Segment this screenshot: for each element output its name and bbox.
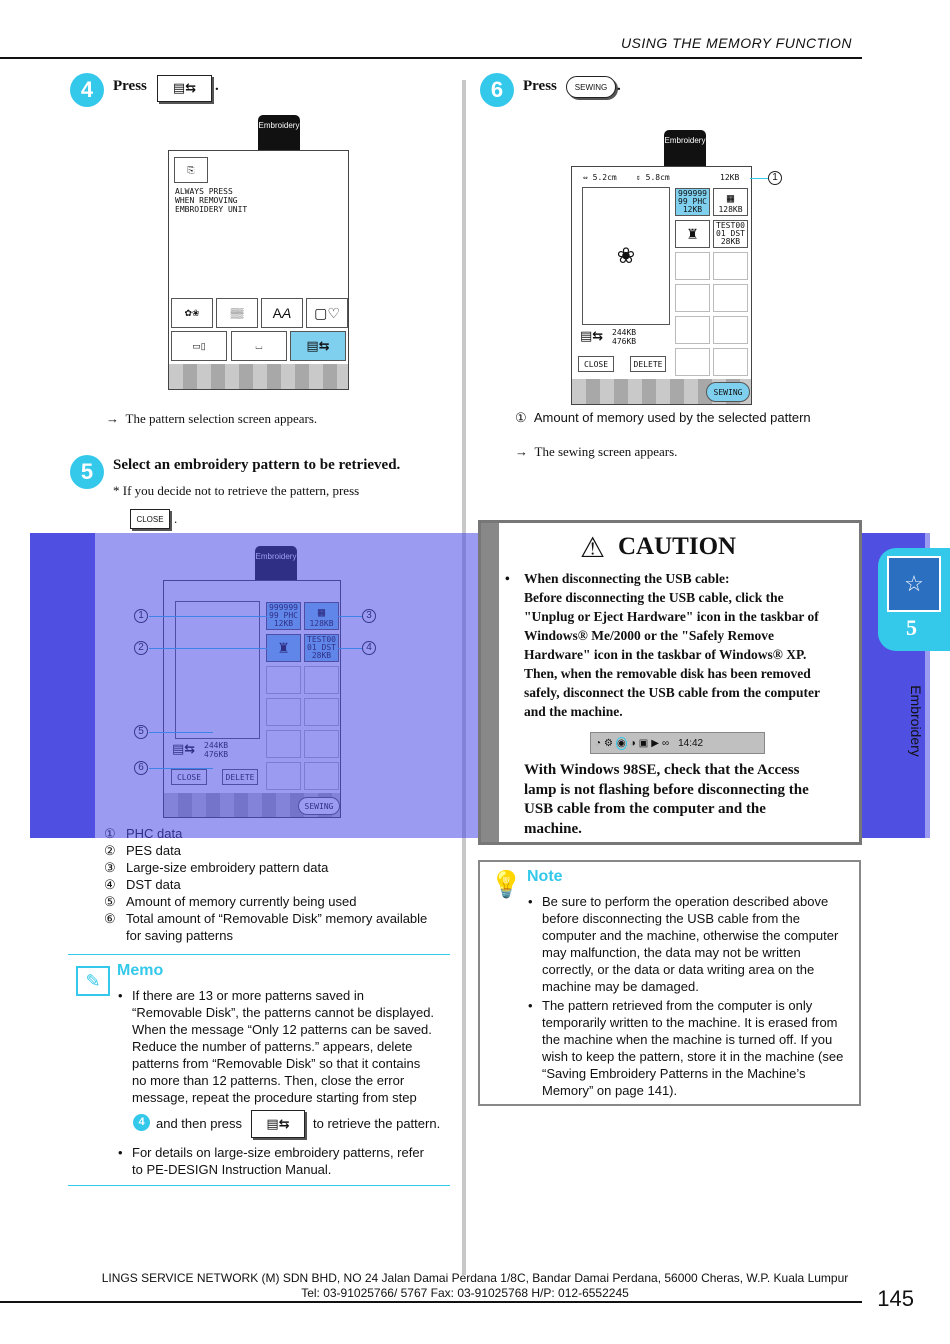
pattern-select-screen xyxy=(168,150,349,390)
pattern-tile-empty[interactable] xyxy=(713,252,748,280)
tray-icon: ∞ xyxy=(661,737,670,749)
caution-title: CAUTION xyxy=(618,533,737,560)
usb-button[interactable] xyxy=(251,1110,305,1138)
size-readout: 12KB xyxy=(720,173,740,182)
footer-contact: Tel: 03-91025766/ 5767 Fax: 03-91025768 H/P: 012-6552245 xyxy=(301,1286,629,1300)
caution-98se-text: With Windows 98SE, check that the Access lamp is not flashing before disconnecting the USB cable from the computer and the machine. xyxy=(524,762,809,837)
step-ref-badge: 4 xyxy=(133,1114,150,1131)
tray-icon: ◉ xyxy=(617,737,626,749)
screen-close-button[interactable]: CLOSE xyxy=(578,356,614,372)
tray-icon: ⚙ xyxy=(604,737,614,749)
grid-icon: ▦ xyxy=(726,190,735,205)
unit-message: ALWAYS PRESS WHEN REMOVING EMBROIDERY UNIT xyxy=(175,187,248,214)
memo-bullet-2: For details on large-size embroidery patterns, refer to PE-DESIGN Instruction Manual. xyxy=(132,1145,424,1177)
pattern-tile-empty[interactable] xyxy=(675,348,710,376)
footer-rule xyxy=(0,1301,862,1303)
legend-item: ⑤ Amount of memory currently being used xyxy=(104,894,357,909)
memory-readout: 244KB 476KB xyxy=(612,328,637,346)
screen-delete-button[interactable]: DELETE xyxy=(630,356,666,372)
lightbulb-icon: 💡 xyxy=(490,869,523,899)
memo-pencil-icon: ✎ xyxy=(76,966,110,996)
caution-text: When disconnecting the USB cable: Before disconnecting the USB cable, click the "Unplug or Eject Hardware" icon in the taskbar of Windows® Me/2000 or the "Safely Remove Hardware" icon in the taskbar of Windows® XP. Then, when the removable disk has been removed safely, disconnect the USB cable from the computer and the machine. xyxy=(524,571,820,719)
pocket-button[interactable]: ⌴ xyxy=(231,331,287,361)
embroidery-design-icon: ❀ xyxy=(616,243,636,268)
sewing-button[interactable]: SEWING xyxy=(566,76,616,98)
memo-title: Memo xyxy=(117,962,164,979)
header-title: USING THE MEMORY FUNCTION xyxy=(620,35,852,51)
memory-button[interactable]: ▭▯ xyxy=(171,331,227,361)
pattern-category-frames[interactable]: ▢♡ xyxy=(306,298,348,328)
arrow-icon: → xyxy=(515,444,528,459)
pattern-preview xyxy=(582,187,670,325)
close-button[interactable]: CLOSE xyxy=(130,509,170,529)
legend-item: for saving patterns xyxy=(126,928,233,943)
header-rule xyxy=(0,57,862,59)
screen3-tab: Embroidery xyxy=(664,130,706,166)
pattern-category-letters[interactable]: A A xyxy=(261,298,303,328)
arrow-icon: → xyxy=(106,411,119,426)
step-6-text: Press xyxy=(523,78,557,94)
pattern-category-flowers[interactable]: ✿❀ xyxy=(171,298,213,328)
pattern-tile-dst[interactable]: TEST00 01 DST 28KB xyxy=(713,220,748,248)
tray-icon: ▣ xyxy=(638,737,649,749)
chapter-label: Embroidery xyxy=(908,685,924,757)
pattern-tile-empty[interactable] xyxy=(713,284,748,312)
memo-bullet-1: If there are 13 or more patterns saved in “Removable Disk”, the patterns cannot be displayed. When the message “Only 12 patterns can be saved. Reduce the number of patterns.” appears, delete patterns from “Removable Disk” so that it contains no more than 12 patterns. Then, close the error message, repeat the procedure starting from step xyxy=(132,988,435,1105)
note-bullet-2: The pattern retrieved from the computer is only temporarily written to the machine. It is erased from the machine when the machine is turned off. If you wish to keep the pattern, store it in the machine (see “Saving Embroidery Patterns in the Machine’s Memory” on page 141). xyxy=(542,998,844,1098)
step-6-badge: 6 xyxy=(480,73,514,107)
pattern-tile-pes[interactable]: ♜ xyxy=(675,220,710,248)
tray-icon: ▶ xyxy=(651,737,659,749)
legend-item: ② PES data xyxy=(104,843,181,858)
sewing-preview-screen xyxy=(571,166,752,405)
step-6-legend: ① Amount of memory used by the selected pattern xyxy=(515,410,811,425)
taskbar-image xyxy=(590,732,765,754)
footer-address: LINGS SERVICE NETWORK (M) SDN BHD, NO 24 Jalan Damai Perdana 1/8C, Bandar Damai Perdana, 56000 Cheras, W.P. Kuala Lumpur xyxy=(101,1271,849,1285)
step-4-text: Press xyxy=(113,78,147,94)
usb-icon: ▤⇆ xyxy=(306,338,330,354)
warning-icon: ⚠ xyxy=(580,532,606,563)
pattern-tile-empty[interactable] xyxy=(713,348,748,376)
step-6-result: The sewing screen appears. xyxy=(534,444,678,459)
legend-item: ③ Large-size embroidery pattern data xyxy=(104,860,329,875)
pattern-tile-empty[interactable] xyxy=(675,316,710,344)
embroidery-unit-icon: ⎘ xyxy=(174,157,208,183)
circle-one-icon: ① xyxy=(515,410,527,425)
caution-side-bar xyxy=(481,523,499,842)
memo-to-retrieve: to retrieve the pattern. xyxy=(313,1116,441,1131)
screen-sewing-button[interactable]: SEWING xyxy=(706,382,750,402)
chapter-number: 5 xyxy=(906,615,917,640)
step-4-result: The pattern selection screen appears. xyxy=(125,411,318,426)
screen1-tab: Embroidery xyxy=(258,115,300,150)
tray-icon: ◔ xyxy=(595,737,602,749)
usb-button-selected[interactable] xyxy=(290,331,346,361)
chapter-label-wrap xyxy=(898,668,928,788)
pattern-tile-phc[interactable]: 999999 99 PHC 12KB xyxy=(675,188,710,216)
step-5-badge: 5 xyxy=(70,455,104,489)
step-4-badge: 4 xyxy=(70,73,104,107)
usb-icon: ▤⇆ xyxy=(266,1116,290,1132)
usb-button[interactable] xyxy=(157,75,212,102)
screen-footer-bar xyxy=(169,364,348,389)
taskbar-time: 14:42 xyxy=(678,737,704,749)
height-readout: ⇕ 5.8cm xyxy=(636,173,670,182)
usb-icon: ▤⇆ xyxy=(580,329,604,344)
pattern-tile-empty[interactable] xyxy=(675,252,710,280)
tray-icon: ◑ xyxy=(629,737,636,749)
callout-1: 1 xyxy=(768,171,782,185)
memo-then-press: and then press xyxy=(156,1116,243,1131)
usb-icon: ▤⇆ xyxy=(172,81,197,96)
step-5-title: Select an embroidery pattern to be retrieved. xyxy=(113,457,401,473)
step-5-note: * If you decide not to retrieve the pattern, press xyxy=(113,483,360,498)
pattern-tile-large[interactable]: ▦ 128KB xyxy=(713,188,748,216)
note-title: Note xyxy=(527,868,563,885)
pattern-category-texture[interactable]: ▒▒ xyxy=(216,298,258,328)
width-readout: ⇔ 5.2cm xyxy=(583,173,617,182)
note-bullet-1: Be sure to perform the operation described above before disconnecting the USB cable from the computer and the machine, otherwise the computer may malfunction, the data may not be written correctly, or the data or data writing area on the machine may be damaged. xyxy=(542,894,839,994)
pattern-tile-empty[interactable] xyxy=(675,284,710,312)
page-number: 145 xyxy=(877,1286,914,1311)
pattern-tile-empty[interactable] xyxy=(713,316,748,344)
legend-item: ④ DST data xyxy=(104,877,181,892)
legend-item: ⑥ Total amount of “Removable Disk” memory available xyxy=(104,911,428,926)
callout-legend xyxy=(104,825,427,944)
watermark-letter-l xyxy=(30,533,95,838)
embroidery-chapter-icon: ☆ xyxy=(887,556,941,612)
